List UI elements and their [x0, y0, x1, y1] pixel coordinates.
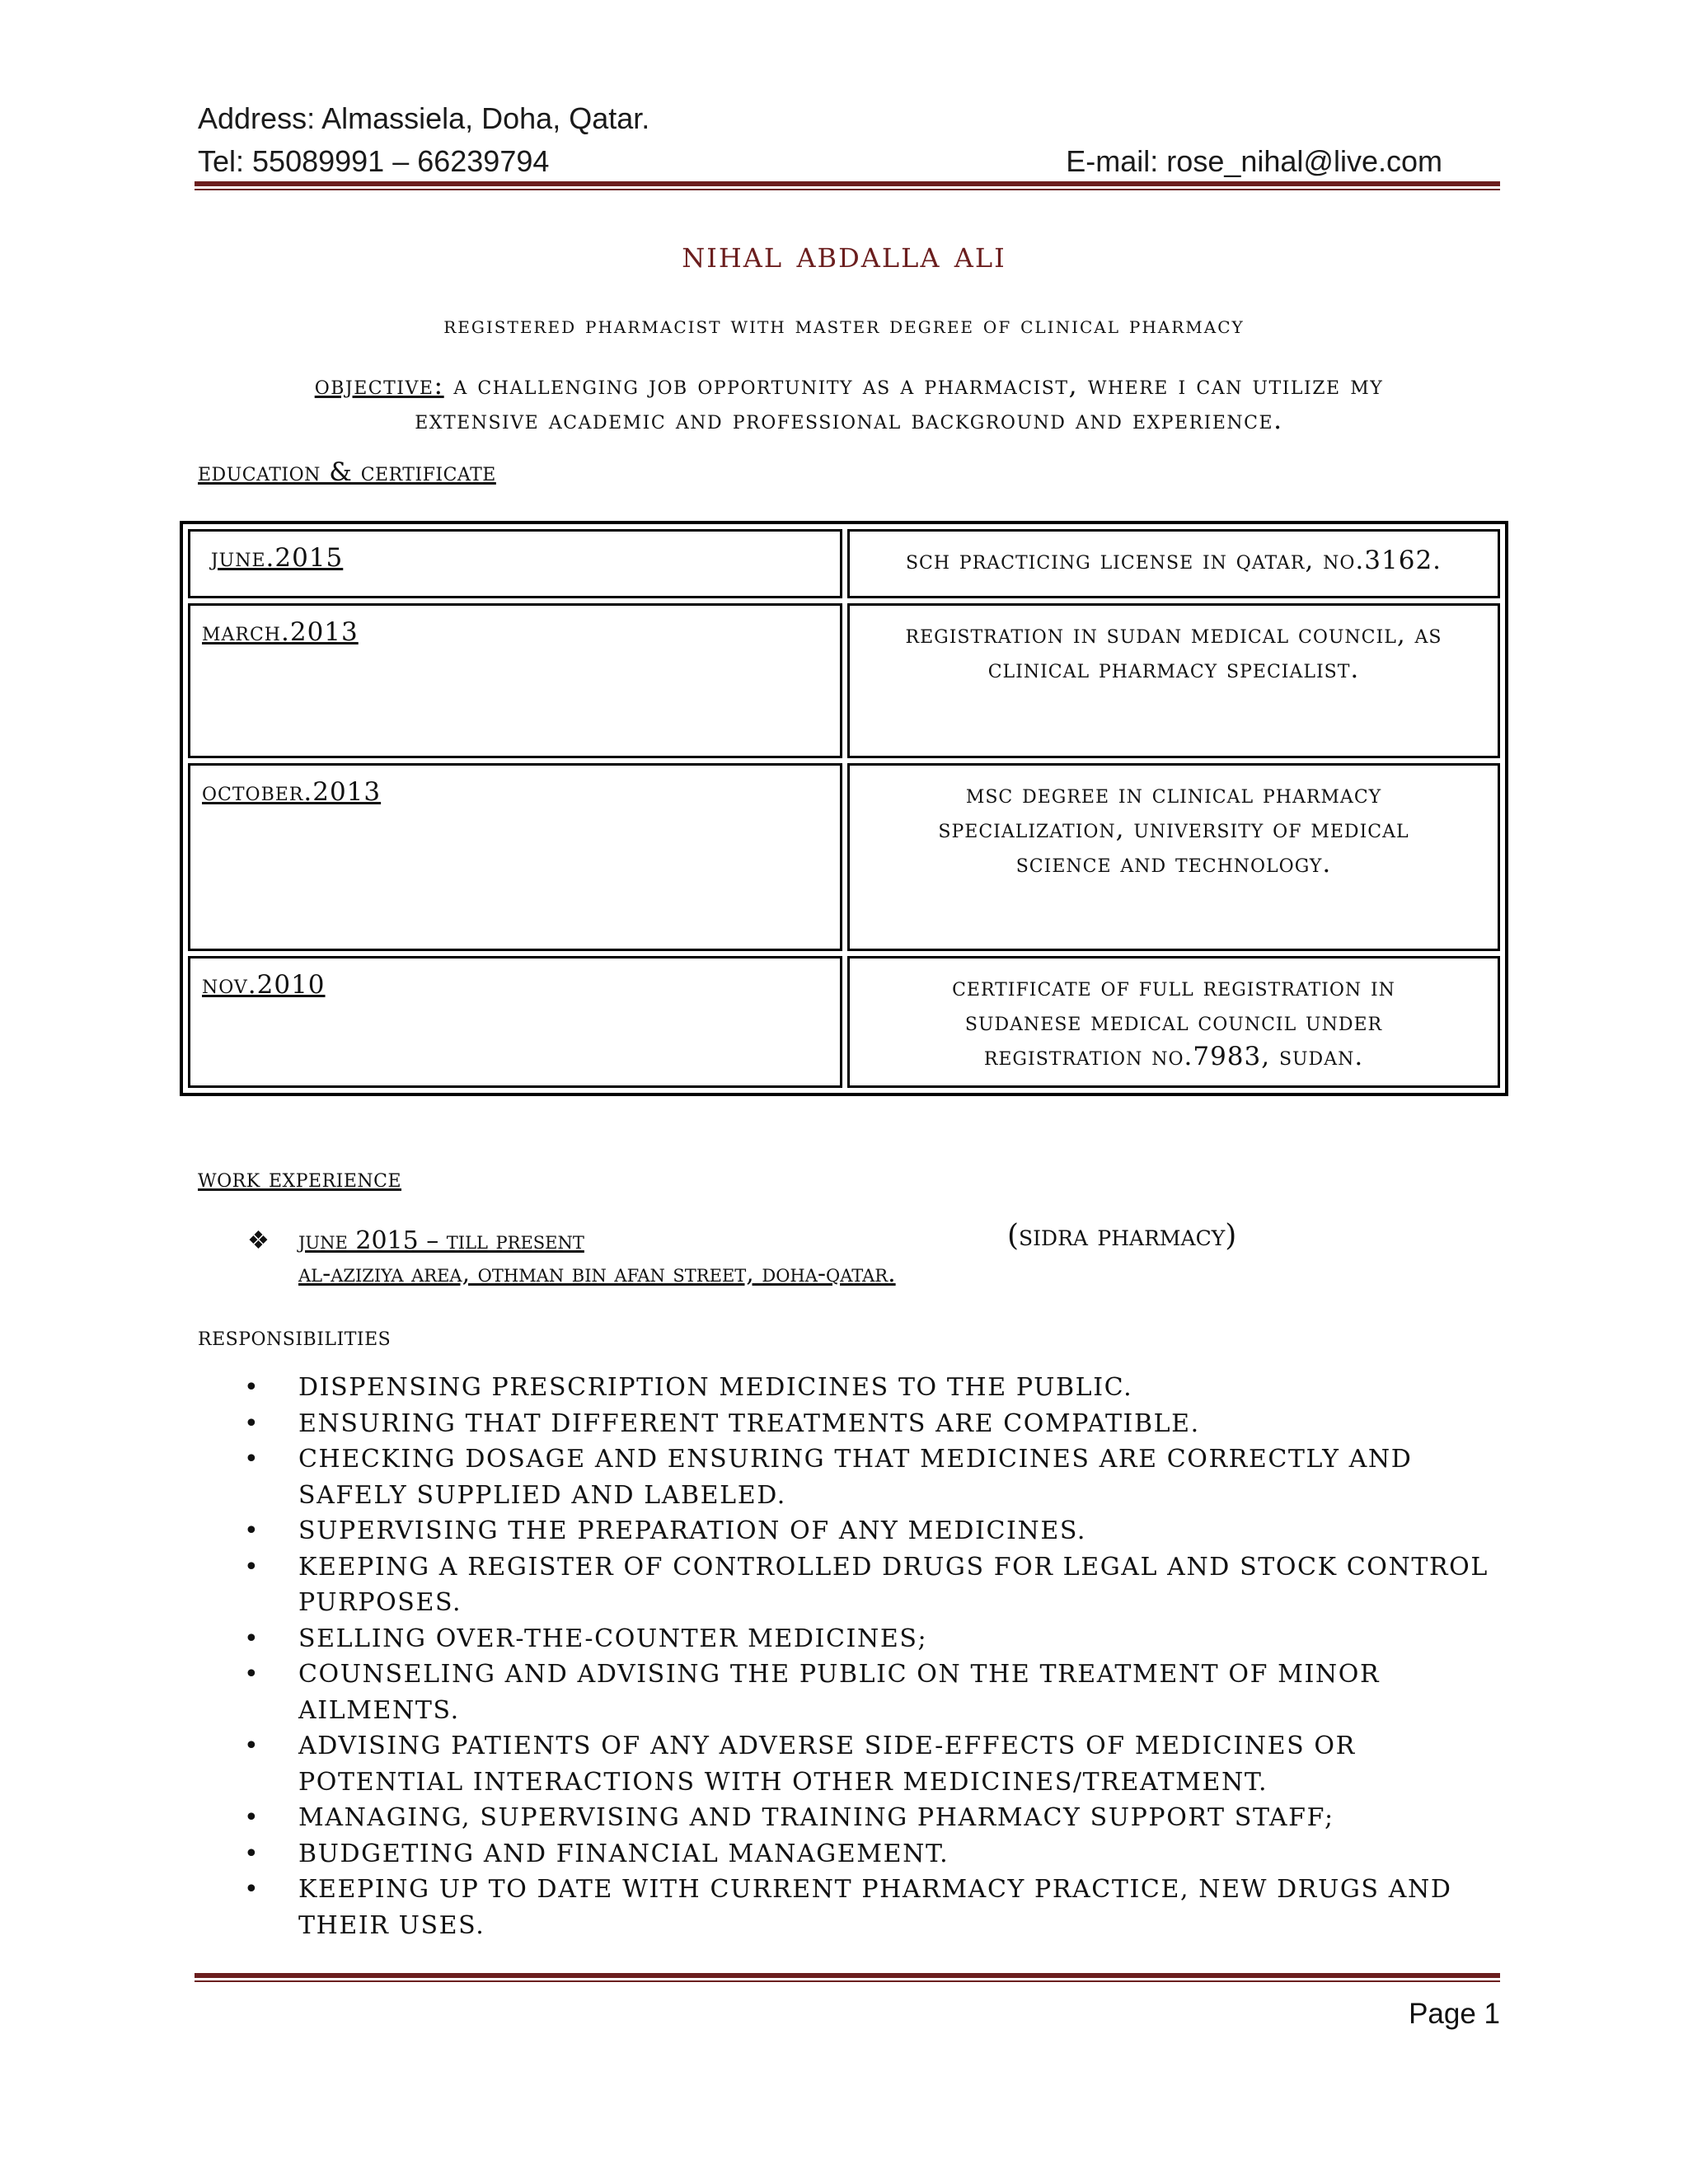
job-period: june 2015 – till present — [298, 1226, 584, 1255]
table-row — [188, 529, 1500, 598]
work-heading: work experience — [198, 1164, 402, 1193]
job-employer: (sidra pharmacy) — [1007, 1219, 1237, 1253]
job-period-line — [298, 1219, 1370, 1258]
list-item: • COUNSELING AND ADVISING THE PUBLIC ON THE TREATMENT OF MINOR AILMENTS. — [198, 1657, 1508, 1728]
objective-block — [198, 368, 1500, 437]
header-rule-thin — [195, 189, 1500, 190]
objective-text-1: a challenging job opportunity as a pharmacist, where i can utilize my — [453, 369, 1384, 401]
candidate-subtitle: registered pharmacist with master degree of clinical pharmacy — [443, 312, 1245, 339]
list-item: • ADVISING PATIENTS OF ANY ADVERSE SIDE-EFFECTS OF MEDICINES OR POTENTIAL INTERACTIONS WITH OTHER MEDICINES/TREATMENT. — [198, 1728, 1508, 1800]
list-item: • DISPENSING PRESCRIPTION MEDICINES TO THE PUBLIC. — [198, 1370, 1508, 1406]
education-desc: sch practicing license in qatar, no.3162. — [847, 529, 1500, 598]
education-date: nov.2010 — [188, 956, 842, 1088]
education-desc: certificate of full registration in sudanese medical council under registration no.7983, sudan. — [847, 956, 1500, 1088]
education-table — [180, 521, 1508, 1096]
responsibilities-heading: responsibilities — [198, 1322, 392, 1352]
candidate-name: nihal abdalla ali — [682, 232, 1006, 276]
table-row — [188, 763, 1500, 951]
education-date: october.2013 — [188, 763, 842, 951]
footer-rule-thin — [195, 1980, 1500, 1982]
list-item: • KEEPING UP TO DATE WITH CURRENT PHARMACY PRACTICE, NEW DRUGS AND THEIR USES. — [198, 1872, 1508, 1943]
education-heading: education & certificate — [198, 457, 496, 487]
list-item: • SELLING OVER-THE-COUNTER MEDICINES; — [198, 1621, 1508, 1657]
education-desc: msc degree in clinical pharmacy specialization, university of medical science and technology. — [847, 763, 1500, 951]
page-header — [198, 97, 1500, 183]
list-item: • MANAGING, SUPERVISING AND TRAINING PHARMACY SUPPORT STAFF; — [198, 1800, 1508, 1836]
list-item: • SUPERVISING THE PREPARATION OF ANY MEDICINES. — [198, 1513, 1508, 1549]
table-row — [188, 603, 1500, 758]
list-item: • ENSURING THAT DIFFERENT TREATMENTS ARE COMPATIBLE. — [198, 1406, 1508, 1442]
contact-line — [198, 140, 1500, 183]
header-rule — [195, 181, 1500, 190]
objective-line-1 — [198, 368, 1500, 402]
address-line — [198, 97, 1500, 140]
list-item: • KEEPING A REGISTER OF CONTROLLED DRUGS FOR LEGAL AND STOCK CONTROL PURPOSES. — [198, 1549, 1508, 1621]
objective-label: objective: — [314, 369, 444, 401]
phone-text: Tel: 55089991 – 66239794 — [198, 144, 550, 178]
footer-rule — [195, 1973, 1500, 1982]
list-item: • CHECKING DOSAGE AND ENSURING THAT MEDICINES ARE CORRECTLY AND SAFELY SUPPLIED AND LABELED. — [198, 1441, 1508, 1513]
education-desc: registration in sudan medical council, as clinical pharmacy specialist. — [847, 603, 1500, 758]
education-date: march.2013 — [188, 603, 842, 758]
email-text: E-mail: rose_nihal@live.com — [1066, 144, 1442, 178]
job-location: al-aziziya area, othman bin afan street, doha-qatar. — [298, 1259, 896, 1288]
diamond-bullet-icon: ❖ — [247, 1226, 270, 1255]
table-row — [188, 956, 1500, 1088]
education-date: june.2015 — [188, 529, 842, 598]
responsibilities-list — [198, 1370, 1508, 1943]
objective-text-2: extensive academic and professional background and experience. — [415, 404, 1283, 435]
list-item: • BUDGETING AND FINANCIAL MANAGEMENT. — [198, 1836, 1508, 1872]
footer-rule-thick — [195, 1973, 1500, 1978]
address-text: Address: Almassiela, Doha, Qatar. — [198, 101, 650, 135]
page-number: Page 1 — [1409, 1998, 1500, 2030]
header-rule-thick — [195, 181, 1500, 186]
